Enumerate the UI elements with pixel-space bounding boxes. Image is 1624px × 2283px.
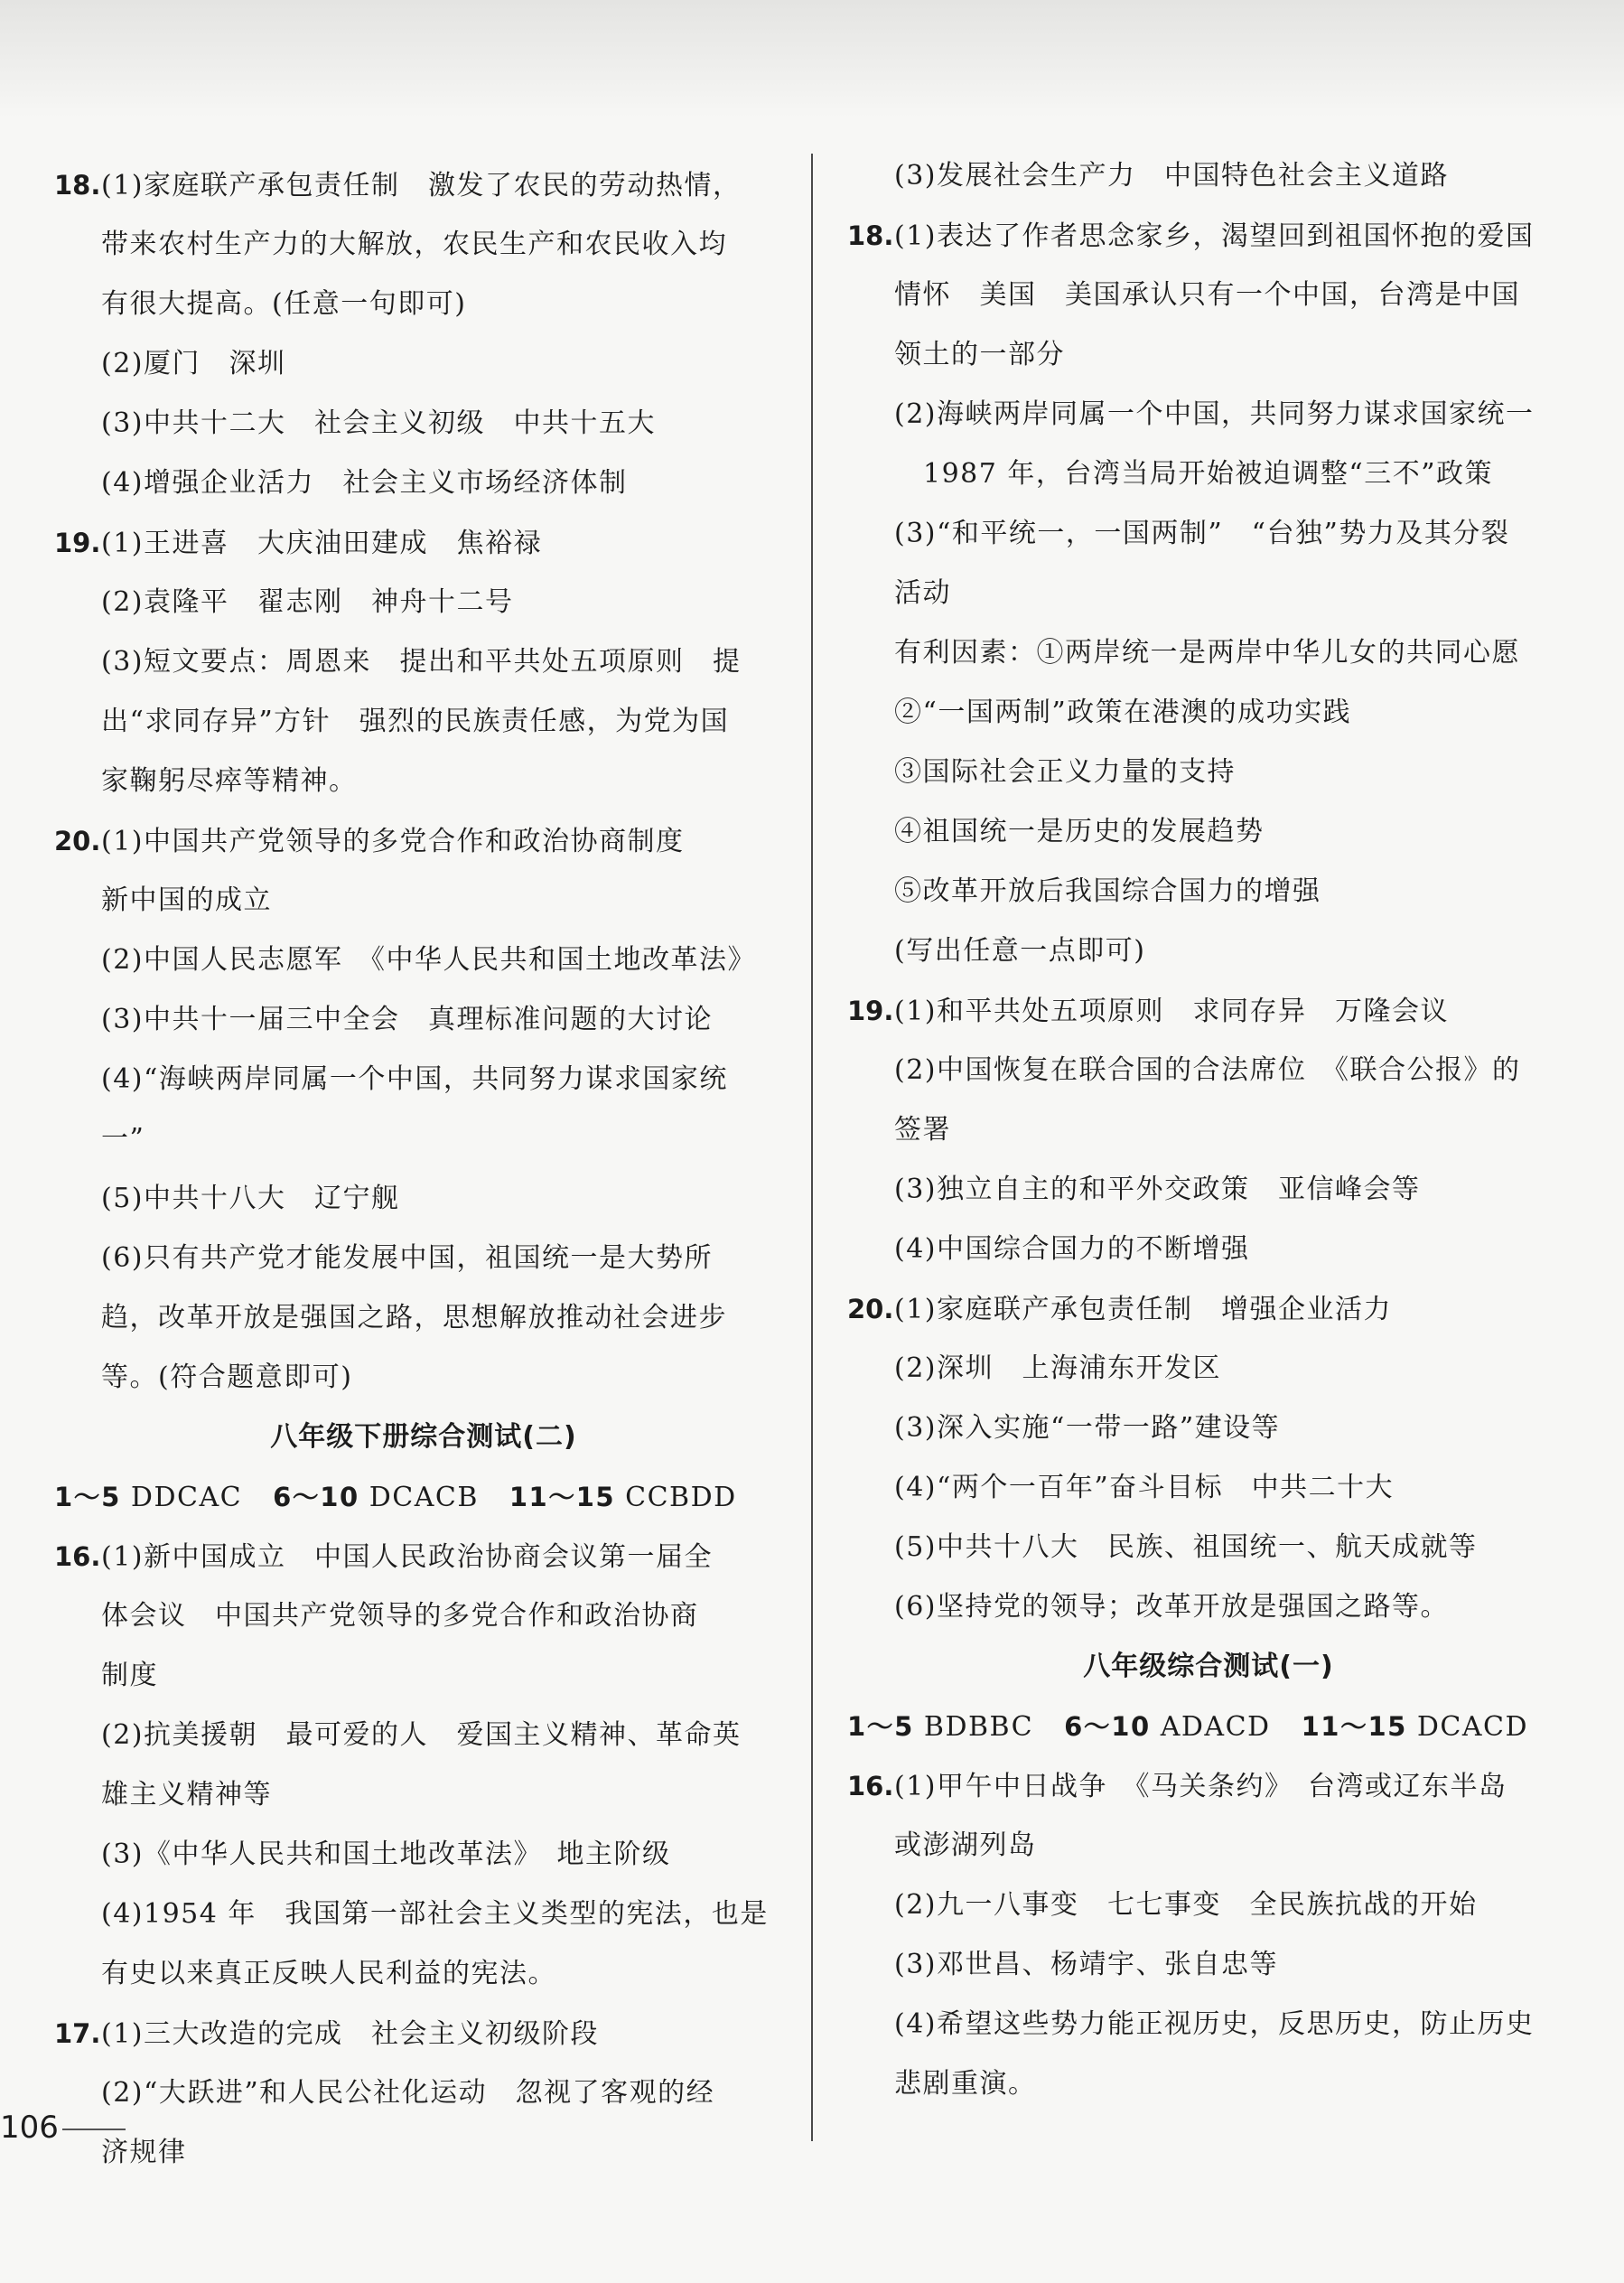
answer-line: (4)希望这些势力能正视历史，反思历史，防止历史 (894, 2008, 1535, 2040)
answer-line: 签署 (894, 1114, 951, 1146)
question-number: 19. (54, 528, 101, 558)
page-number-rule (62, 2129, 126, 2130)
answer-line: (6)只有共产党才能发展中国，祖国统一是大势所 (101, 1242, 713, 1274)
question-number: 18. (54, 170, 101, 201)
answer-line: (4)“两个一百年”奋斗目标 中共二十大 (894, 1472, 1395, 1503)
answer-line: 悲剧重演。 (894, 2068, 1037, 2100)
answer-line: ④祖国统一是历史的发展趋势 (894, 816, 1265, 847)
answer-line: (3)独立自主的和平外交政策 亚信峰会等 (894, 1174, 1421, 1205)
question-number: 18. (847, 220, 894, 251)
answer-line: 雄主义精神等 (101, 1779, 272, 1810)
answer-line: 活动 (894, 577, 951, 609)
question-20-line: 20.(1)家庭联产承包责任制 增强企业活力 (847, 1291, 1392, 1328)
answer-line: 出“求同存异”方针 强烈的民族责任感，为党为国 (101, 706, 730, 737)
answer-line: ⑤改革开放后我国综合国力的增强 (894, 875, 1321, 907)
answer-line: 济规律 (101, 2137, 187, 2168)
answer-line: (2)袁隆平 翟志刚 神舟十二号 (101, 586, 514, 618)
question-18-line: 18.(1)表达了作者思念家乡，渴望回到祖国怀抱的爱国 (847, 218, 1535, 255)
answer-line: (5)中共十八大 民族、祖国统一、航天成就等 (894, 1531, 1478, 1563)
answer-line: 1987 年，台湾当局开始被迫调整“三不”政策 (923, 458, 1494, 490)
answer-line: 有很大提高。(任意一句即可) (101, 288, 467, 320)
question-20-line: 20.(1)中国共产党领导的多党合作和政治协商制度 (54, 823, 685, 860)
answer-line: (4)增强企业活力 社会主义市场经济体制 (101, 467, 628, 499)
mcq-answers: 1～5 BDBBC 6～10 ADACD 11～15 DCACD (847, 1711, 1529, 1743)
section-title: 八年级综合测试(一) (1083, 1651, 1334, 1682)
column-divider (811, 154, 813, 2141)
answer-line: 制度 (101, 1660, 158, 1691)
answer-line: (3)邓世昌、杨靖宇、张自忠等 (894, 1949, 1278, 1980)
answer-line: 情怀 美国 美国承认只有一个中国，台湾是中国 (894, 279, 1520, 311)
question-19-line: 19.(1)王进喜 大庆油田建成 焦裕禄 (54, 525, 542, 562)
answer-line: (3)深入实施“一带一路”建设等 (894, 1412, 1281, 1444)
question-number: 16. (847, 1771, 894, 1801)
answer-line: (3)“和平统一，一国两制” “台独”势力及其分裂 (894, 518, 1510, 549)
answer-line: (6)坚持党的领导；改革开放是强国之路等。 (894, 1591, 1449, 1623)
answer-line: (3)中共十二大 社会主义初级 中共十五大 (101, 407, 656, 439)
answer-line: (2)厦门 深圳 (101, 348, 286, 379)
answer-line: 一” (101, 1123, 145, 1155)
answer-line: (4)“海峡两岸同属一个中国，共同努力谋求国家统 (101, 1063, 728, 1095)
answer-line: 趋，改革开放是强国之路，思想解放推动社会进步 (101, 1302, 727, 1333)
answer-line: 等。(符合题意即可) (101, 1361, 353, 1393)
answer-line: (4)中国综合国力的不断增强 (894, 1233, 1250, 1265)
answer-line: (5)中共十八大 辽宁舰 (101, 1183, 400, 1214)
answer-line: (2)深圳 上海浦东开发区 (894, 1352, 1221, 1384)
answer-line: (2)海峡两岸同属一个中国，共同努力谋求国家统一 (894, 398, 1535, 430)
question-number: 19. (847, 996, 894, 1026)
mcq-answers: 1～5 DDCAC 6～10 DCACB 11～15 CCBDD (54, 1482, 737, 1513)
question-number: 20. (54, 826, 101, 856)
answer-line: ③国际社会正义力量的支持 (894, 756, 1236, 788)
answer-line: 带来农村生产力的大解放，农民生产和农民收入均 (101, 229, 727, 260)
answer-line: (4)1954 年 我国第一部社会主义类型的宪法，也是 (101, 1898, 769, 1930)
answer-line: 有利因素：①两岸统一是两岸中华儿女的共同心愿 (894, 637, 1520, 669)
answer-line: 体会议 中国共产党领导的多党合作和政治协商 (101, 1600, 699, 1632)
question-number: 16. (54, 1541, 101, 1572)
answer-line: (3)中共十一届三中全会 真理标准问题的大讨论 (101, 1004, 713, 1035)
question-18-line: 18.(1)家庭联产承包责任制 激发了农民的劳动热情， (54, 167, 742, 204)
answer-line: (写出任意一点即可) (894, 935, 1146, 967)
answer-line: (3)《中华人民共和国土地改革法》 地主阶级 (101, 1839, 671, 1870)
answer-line: 有史以来真正反映人民利益的宪法。 (101, 1958, 556, 1989)
question-16-line: 16.(1)新中国成立 中国人民政治协商会议第一届全 (54, 1539, 713, 1576)
question-16-line: 16.(1)甲午中日战争 《马关条约》 台湾或辽东半岛 (847, 1768, 1507, 1805)
answer-line: (2)抗美援朝 最可爱的人 爱国主义精神、革命英 (101, 1719, 742, 1751)
answer-line: (2)中国恢复在联合国的合法席位 《联合公报》的 (894, 1054, 1521, 1086)
question-number: 17. (54, 2018, 101, 2049)
answer-line: 领土的一部分 (894, 339, 1065, 370)
question-17-line: 17.(1)三大改造的完成 社会主义初级阶段 (54, 2016, 599, 2053)
section-title: 八年级下册综合测试(二) (270, 1421, 577, 1453)
answer-line: (2)九一八事变 七七事变 全民族抗战的开始 (894, 1889, 1478, 1921)
answer-line: 家鞠躬尽瘁等精神。 (101, 765, 358, 797)
answer-line: 或澎湖列岛 (894, 1829, 1037, 1861)
answer-line: (3)短文要点：周恩来 提出和平共处五项原则 提 (101, 646, 742, 678)
answer-line: (2)“大跃进”和人民公社化运动 忽视了客观的经 (101, 2077, 715, 2109)
question-19-line: 19.(1)和平共处五项原则 求同存异 万隆会议 (847, 993, 1449, 1030)
page-top-shadow (0, 0, 1624, 117)
question-number: 20. (847, 1294, 894, 1324)
answer-line: (2)中国人民志愿军 《中华人民共和国土地改革法》 (101, 944, 756, 976)
answer-line: 新中国的成立 (101, 884, 272, 916)
answer-line: ②“一国两制”政策在港澳的成功实践 (894, 697, 1352, 728)
page-number: 106 (0, 2110, 126, 2146)
answer-line: (3)发展社会生产力 中国特色社会主义道路 (894, 160, 1449, 192)
